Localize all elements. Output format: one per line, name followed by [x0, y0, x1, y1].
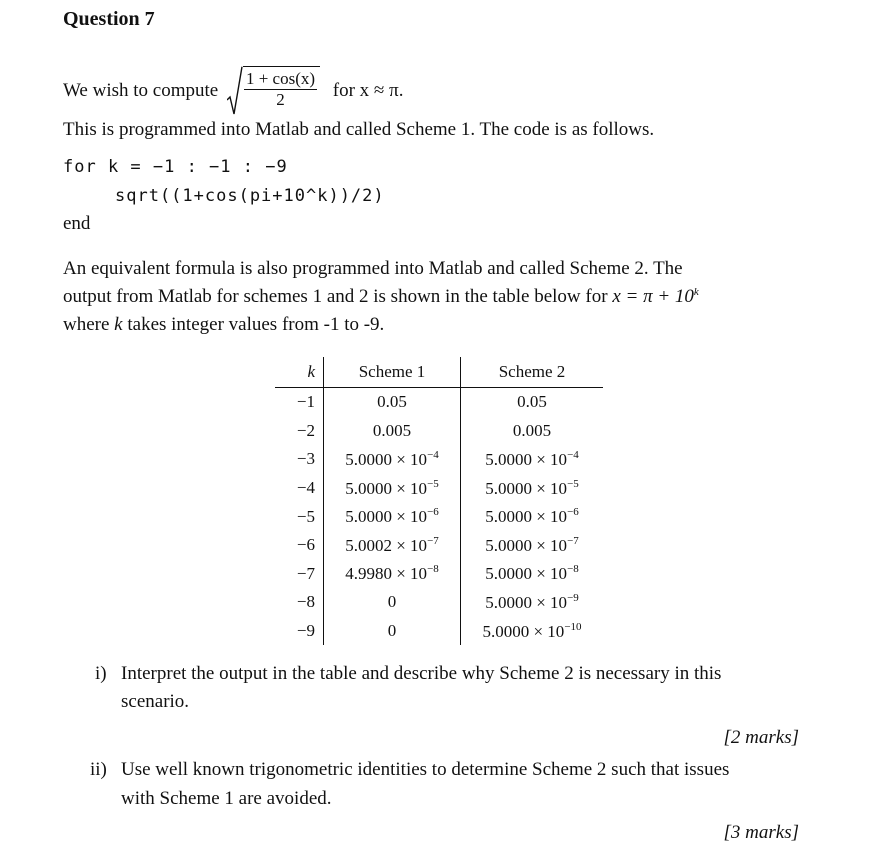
table-row	[275, 445, 603, 474]
cell-scheme-2: $5.0000 \times 10^{-7}$	[485, 534, 579, 555]
sqrt-expression	[227, 66, 320, 116]
header-scheme-1: Scheme 1	[324, 357, 461, 388]
code-line-3: end	[63, 213, 91, 234]
results-table	[275, 357, 603, 645]
cell-scheme-1: $5.0000 \times 10^{-4}$	[324, 445, 461, 474]
cell-scheme-1: $5.0000 \times 10^{-6}$	[324, 502, 461, 531]
radical-sign-icon	[227, 66, 243, 116]
question-ii-line-2: with Scheme 1 are avoided.	[121, 788, 332, 809]
cell-k: −2	[275, 417, 324, 446]
paragraph-line-3-suffix: takes integer values from -1 to -9.	[127, 314, 385, 335]
table-row	[275, 502, 603, 531]
cell-k: −6	[275, 531, 324, 560]
table-row	[275, 474, 603, 503]
question-i-marks: [2 marks]	[723, 727, 799, 748]
cell-k: −7	[275, 560, 324, 589]
table-row	[275, 388, 603, 417]
x-formula-exponent: k	[693, 286, 699, 298]
paragraph-line-3-prefix: where	[63, 314, 110, 335]
cell-scheme-2: 0.05	[517, 392, 547, 412]
paragraph-line-2-text: output from Matlab for schemes 1 and 2 is shown in the table below for	[63, 286, 608, 307]
cell-scheme-1: $5.0000 \times 10^{-5}$	[324, 474, 461, 503]
cell-k: −4	[275, 474, 324, 503]
cell-scheme-1: 0.05	[324, 388, 461, 417]
table-row	[275, 560, 603, 589]
intro-suffix: for x ≈ π.	[332, 80, 404, 101]
question-ii-line-1: Use well known trigonometric identities to determine Scheme 2 such that issues	[121, 759, 730, 780]
question-title: Question 7	[63, 8, 155, 30]
question-i-label: i)	[95, 663, 107, 684]
cell-scheme-1: $4.9980 \times 10^{-8}$	[324, 560, 461, 589]
table-row	[275, 417, 603, 446]
code-line-1: for k = −1 : −1 : −9	[63, 157, 288, 177]
table-row	[275, 531, 603, 560]
paragraph-line-1: An equivalent formula is also programmed into Matlab and called Scheme 2. The	[63, 258, 683, 279]
cell-scheme-2: $5.0000 \times 10^{-5}$	[485, 477, 579, 498]
sqrt-body	[243, 66, 320, 116]
cell-scheme-1: $5.0002 \times 10^{-7}$	[324, 531, 461, 560]
fraction	[244, 69, 317, 110]
cell-k: −5	[275, 502, 324, 531]
header-k: k	[275, 357, 324, 388]
cell-scheme-2: $5.0000 \times 10^{-9}$	[485, 591, 579, 612]
cell-scheme-1: 0	[324, 588, 461, 617]
cell-k: −8	[275, 588, 324, 617]
table-row	[275, 588, 603, 617]
code-line-2: sqrt((1+cos(pi+10^k))/2)	[115, 186, 385, 206]
cell-scheme-1: 0	[324, 617, 461, 646]
table-row	[275, 617, 603, 646]
question-ii-label: ii)	[90, 759, 107, 780]
table-header-row	[275, 357, 603, 388]
cell-scheme-2: $5.0000 \times 10^{-6}$	[485, 506, 579, 527]
question-i-line-1: Interpret the output in the table and describe why Scheme 2 is necessary in this	[121, 663, 722, 684]
fraction-denominator: 2	[276, 90, 285, 109]
cell-scheme-2: $5.0000 \times 10^{-4}$	[485, 448, 579, 469]
fraction-numerator: 1 + cos(x)	[245, 69, 316, 88]
cell-k: −3	[275, 445, 324, 474]
intro-line	[63, 66, 403, 116]
paragraph-line-2	[63, 286, 699, 308]
header-scheme-2: Scheme 2	[498, 362, 566, 381]
cell-scheme-2: $5.0000 \times 10^{-8}$	[485, 563, 579, 584]
cell-scheme-2: $5.0000 \times 10^{-10}$	[482, 620, 582, 641]
paragraph-line-3	[63, 314, 384, 336]
cell-k: −9	[275, 617, 324, 646]
x-formula: x = π + 10	[612, 286, 694, 307]
intro-prefix: We wish to compute	[63, 80, 219, 101]
question-ii-marks: [3 marks]	[723, 822, 799, 843]
cell-scheme-1: 0.005	[324, 417, 461, 446]
scheme1-intro-line: This is programmed into Matlab and called Scheme 1. The code is as follows.	[63, 119, 655, 140]
k-variable: k	[114, 314, 123, 335]
cell-k: −1	[275, 388, 324, 417]
cell-scheme-2: 0.005	[512, 420, 552, 440]
question-i-line-2: scenario.	[121, 691, 190, 712]
